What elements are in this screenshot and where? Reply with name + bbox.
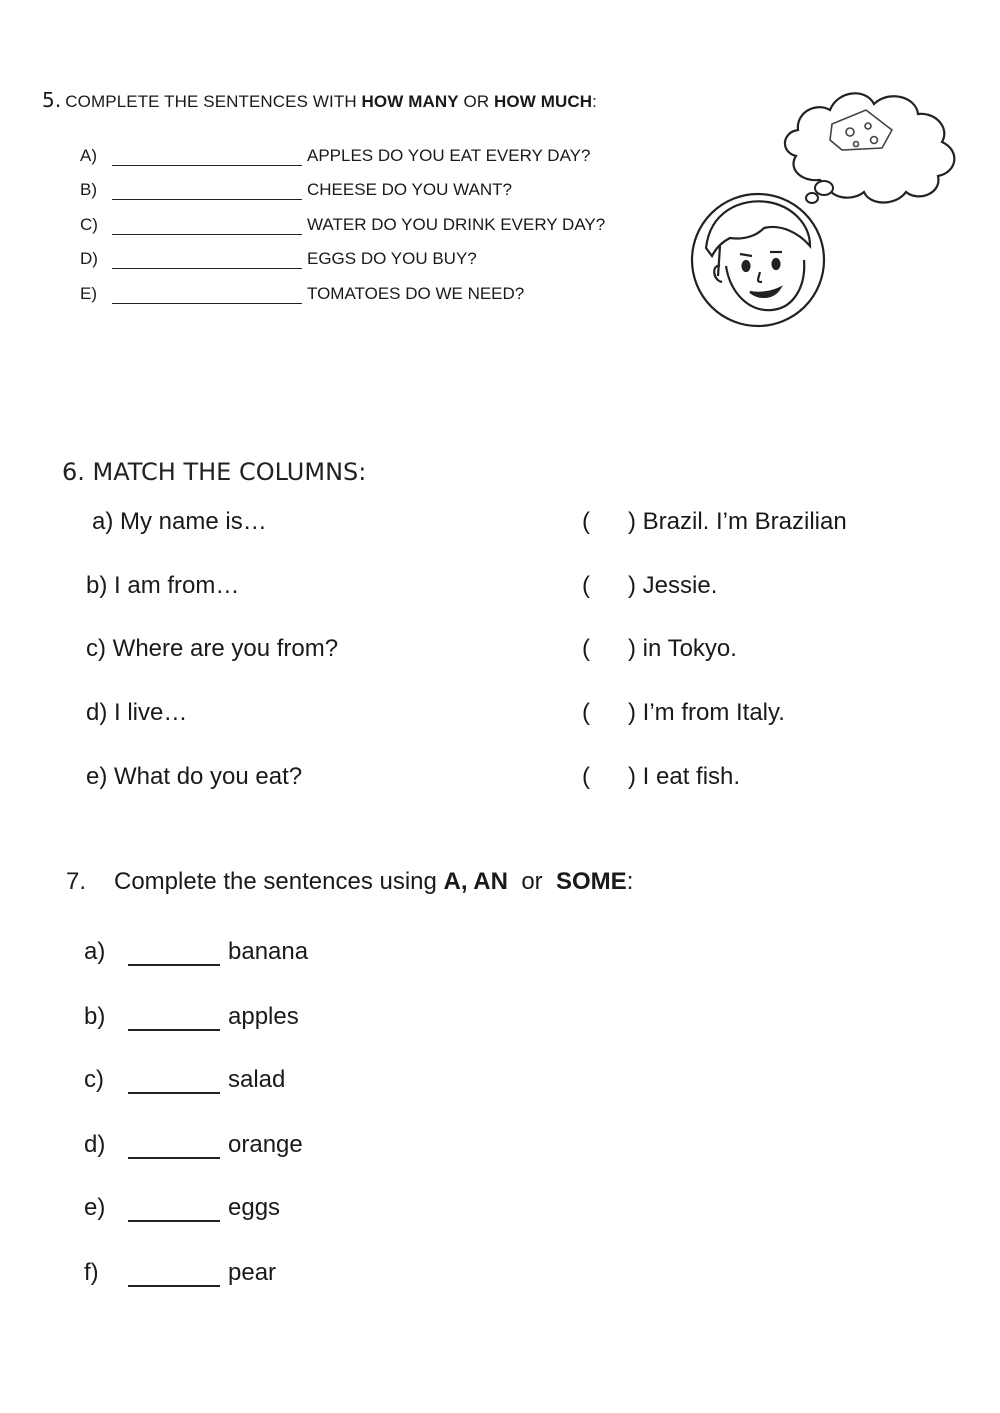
section5-number: 5. [42,88,62,112]
match-left-item: d) I live… [86,699,188,726]
item-label: c) [84,1066,104,1093]
section5-title [42,88,597,112]
match-right-text: ) I eat fish. [628,763,741,790]
section5-item [80,176,512,200]
item-text: orange [228,1131,303,1158]
section5-title-mid: OR [458,92,495,111]
section7-item [84,1060,285,1094]
item-text: WATER DO YOU DRINK EVERY DAY? [307,215,606,234]
section5-item [80,245,477,269]
answer-blank[interactable] [128,1005,220,1031]
answer-blank[interactable] [112,149,302,166]
match-left-item: e) What do you eat? [86,763,303,790]
answer-blank[interactable] [128,1196,220,1222]
answer-blank[interactable] [128,940,220,966]
answer-blank[interactable] [128,1068,220,1094]
answer-paren[interactable]: ( [582,572,590,599]
section5-title-suffix: : [592,92,597,111]
answer-paren[interactable]: ( [582,699,590,726]
section5-item [80,280,524,304]
match-right-text: ) in Tokyo. [628,635,737,662]
item-label: E) [80,284,97,303]
match-right-item [582,699,785,727]
section7-title-bold1: A, AN [443,868,508,895]
section7-item [84,997,299,1031]
section7-title-suffix: : [626,868,634,895]
match-left-item: b) I am from… [86,572,240,599]
section5-title-bold2: HOW MUCH [494,92,593,111]
section5-item [80,142,590,166]
match-right-item [582,508,847,536]
section7-item [84,1188,280,1222]
item-label: f) [84,1259,99,1286]
item-label: a) [84,938,106,965]
section7-item [84,932,308,966]
item-label: D) [80,249,98,268]
match-left-item: a) My name is… [92,508,267,535]
section7-number: 7. [66,868,87,895]
section5-title-prefix: COMPLETE THE SENTENCES WITH [65,92,362,111]
answer-blank[interactable] [112,252,302,269]
boy-thinking-cheese-illustration [660,60,970,340]
section7-title-bold2: SOME [556,868,627,895]
match-right-text: ) I’m from Italy. [628,699,785,726]
thought-bubbles-icon [806,181,833,203]
item-text: apples [228,1003,299,1030]
item-label: C) [80,215,98,234]
item-label: d) [84,1131,106,1158]
answer-blank[interactable] [112,183,302,200]
item-text: banana [228,938,309,965]
item-text: TOMATOES DO WE NEED? [307,284,525,303]
section7-item [84,1125,303,1159]
item-text: CHEESE DO YOU WANT? [307,180,512,199]
section7-title [66,868,633,896]
answer-blank[interactable] [112,218,302,235]
item-text: salad [228,1066,286,1093]
section5-item [80,211,605,235]
match-right-item [582,572,717,600]
answer-blank[interactable] [128,1133,220,1159]
section7-title-mid: or [507,868,556,895]
item-text: eggs [228,1194,281,1221]
answer-paren[interactable]: ( [582,763,590,790]
section5-title-bold1: HOW MANY [361,92,459,111]
item-text: pear [228,1259,277,1286]
item-text: EGGS DO YOU BUY? [307,249,477,268]
item-label: b) [84,1003,106,1030]
item-text: APPLES DO YOU EAT EVERY DAY? [307,146,591,165]
answer-blank[interactable] [128,1261,220,1287]
answer-blank[interactable] [112,287,302,304]
section7-item [84,1253,276,1287]
boy-face-icon [692,194,824,326]
answer-paren[interactable]: ( [582,635,590,662]
section7-title-prefix: Complete the sentences using [114,868,444,895]
section6-title: 6. MATCH THE COLUMNS: [62,458,367,486]
item-label: A) [80,146,97,165]
match-right-text: ) Brazil. I’m Brazilian [628,508,847,535]
match-right-item [582,763,740,791]
item-label: e) [84,1194,106,1221]
item-label: B) [80,180,97,199]
match-right-item [582,635,737,663]
match-left-item: c) Where are you from? [86,635,339,662]
answer-paren[interactable]: ( [582,508,590,535]
match-right-text: ) Jessie. [628,572,718,599]
